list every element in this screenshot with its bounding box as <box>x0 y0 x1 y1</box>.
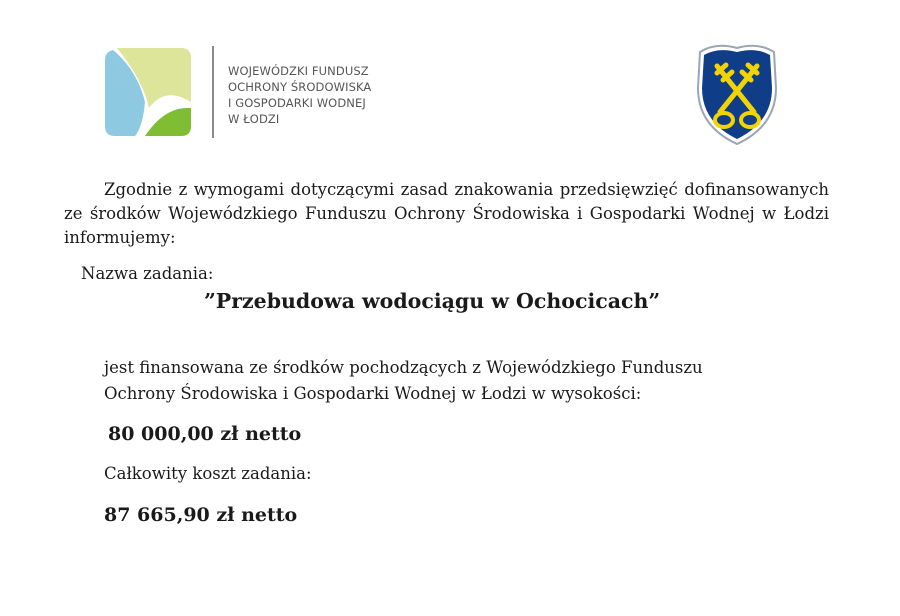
total-cost-label: Całkowity koszt zadania: <box>104 464 312 483</box>
fund-name <box>228 63 371 127</box>
fund-name-line: WOJEWÓDZKI FUNDUSZ <box>228 64 369 78</box>
logo-divider <box>212 46 214 138</box>
fund-name-line: OCHRONY ŚRODOWISKA <box>228 80 372 94</box>
fund-name-line: I GOSPODARKI WODNEJ <box>228 96 366 110</box>
fund-logo <box>103 46 193 138</box>
task-title: ”Przebudowa wodociągu w Ochocicach” <box>204 289 661 313</box>
total-cost-amount: 87 665,90 zł netto <box>104 504 298 526</box>
intro-paragraph: Zgodnie z wymogami dotyczącymi zasad znakowania przedsięwzięć dofinansowanych ze środków Wojewódzkiego Funduszu Ochrony Środowiska i Gospodarki Wodnej w Łodzi informujemy: <box>64 180 829 247</box>
coat-of-arms <box>690 40 784 146</box>
funding-amount: 80 000,00 zł netto <box>108 423 302 445</box>
fund-name-line: W ŁODZI <box>228 112 280 126</box>
task-label: Nazwa zadania: <box>81 264 214 283</box>
logo-green-shape <box>145 108 191 136</box>
funding-text: jest finansowana ze środków pochodzących z Wojewódzkiego Funduszu Ochrony Środowiska i Gospodarki Wodnej w Łodzi w wysokości: <box>104 358 703 403</box>
